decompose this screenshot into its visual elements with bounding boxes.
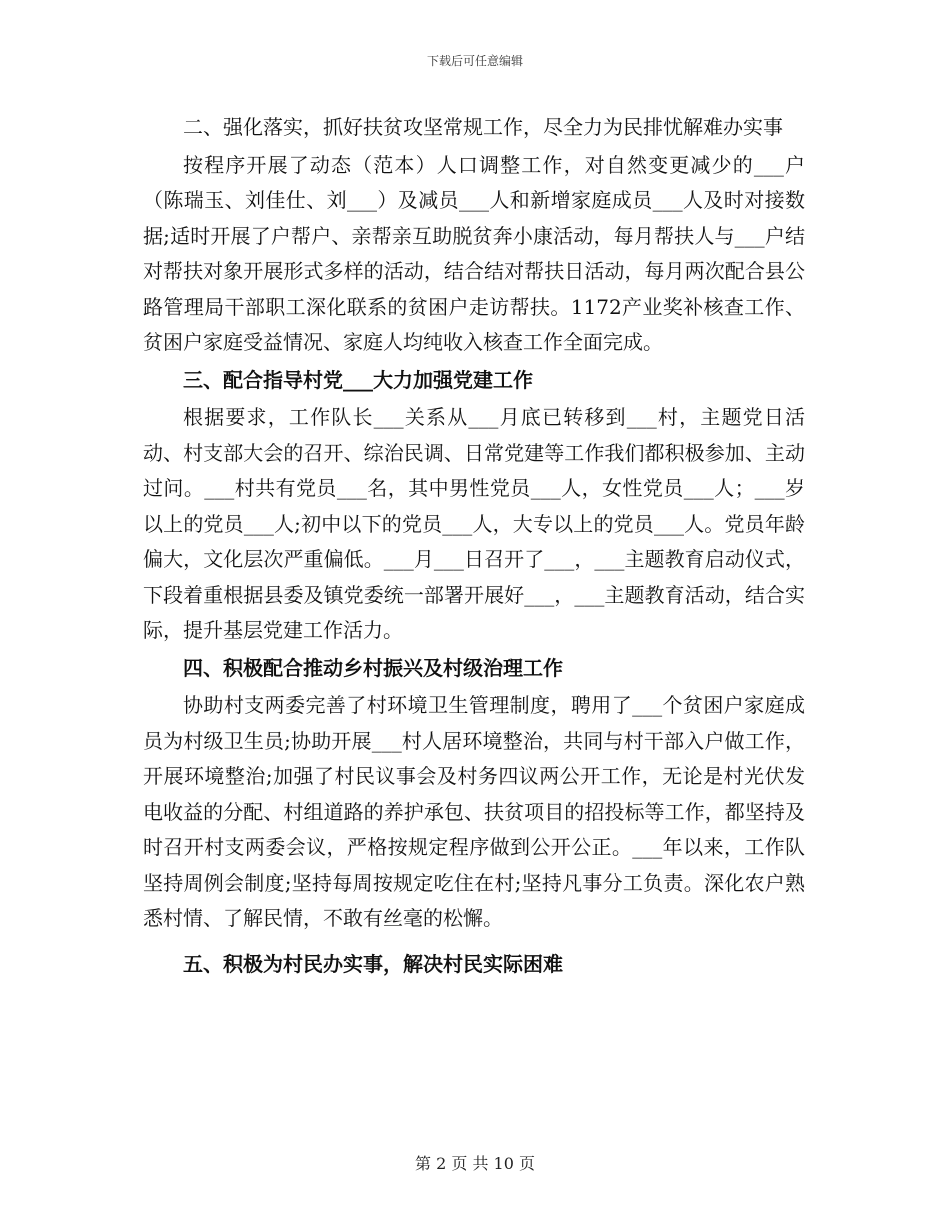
section-paragraph: 协助村支两委完善了村环境卫生管理制度，聘用了___个贫困户家庭成员为村级卫生员;协助开展___村人居环境整治，共同与村干部入户做工作，开展环境整治;加强了村民议事会及村务四议两公开工作，无论是村光伏发电收益的分配、村组道路的养护承包、扶贫项目的招投标等工作，都坚持及时召开村支两委会议，严格按规定程序做到公开公正。___年以来，工作队坚持周例会制度;坚持每周按规定吃住在村;坚持凡事分工负责。深化农户熟悉村情、了解民情，不敢有丝毫的松懈。 xyxy=(143,693,805,930)
section-heading-5: 五、积极为村民办实事，解决村民实际困难 xyxy=(183,951,563,976)
section-paragraph: 根据要求，工作队长___关系从___月底已转移到___村，主题党日活动、村支部大会的召开、综治民调、日常党建等工作我们都积极参加、主动过问。___村共有党员___名，其中男性党员___人，女性党员___人；___岁以上的党员___人;初中以下的党员___人，大专以上的党员___人。党员年龄偏大，文化层次严重偏低。___月___日召开了___，___主题教育启动仪式，下段着重根据县委及镇党委统一部署开展好___，___主题教育活动，结合实际，提升基层党建工作活力。 xyxy=(143,405,805,642)
section-paragraph: 按程序开展了动态（范本）人口调整工作，对自然变更减少的___户（陈瑞玉、刘佳仕、刘___）及减员___人和新增家庭成员___人及时对接数据;适时开展了户帮户、亲帮亲互助脱贫奔小康活动，每月帮扶人与___户结对帮扶对象开展形式多样的活动，结合结对帮扶日活动，每月两次配合县公路管理局干部职工深化联系的贫困户走访帮扶。1172产业奖补核查工作、贫困户家庭受益情况、家庭人均纯收入核查工作全面完成。 xyxy=(143,152,805,354)
section-heading-4: 四、积极配合推动乡村振兴及村级治理工作 xyxy=(183,655,563,680)
page-number-footer: 第 2 页 共 10 页 xyxy=(415,1154,535,1173)
section-heading-2: 二、强化落实，抓好扶贫攻坚常规工作，尽全力为民排忧解难办实事 xyxy=(183,115,783,139)
document-body xyxy=(143,108,805,984)
section-heading-3: 三、配合指导村党___大力加强党建工作 xyxy=(183,367,533,392)
page-header: 下载后可任意编辑 xyxy=(426,54,523,68)
